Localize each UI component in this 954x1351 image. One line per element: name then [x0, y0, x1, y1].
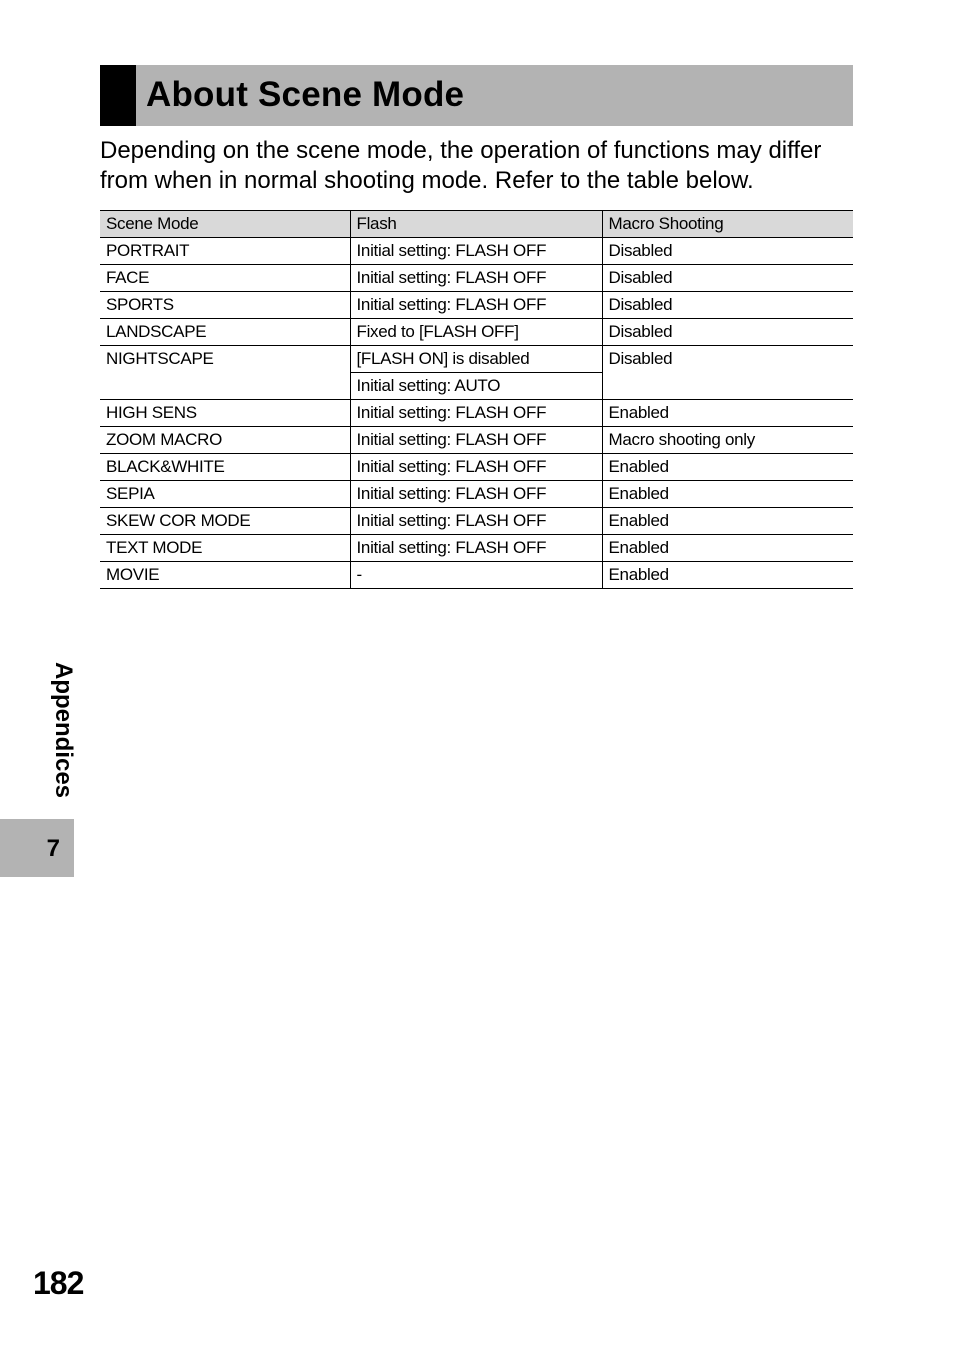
cell-macro: Disabled — [602, 265, 853, 292]
cell-macro: Disabled — [602, 238, 853, 265]
cell-flash: Initial setting: FLASH OFF — [350, 427, 602, 454]
cell-macro: Disabled — [602, 319, 853, 346]
table-row — [100, 346, 853, 373]
page-title: About Scene Mode — [146, 75, 465, 114]
intro-line-2: from when in normal shooting mode. Refer to the table below. — [100, 167, 754, 194]
cell-macro: Enabled — [602, 400, 853, 427]
section-title-bar — [100, 65, 853, 126]
cell-flash: Fixed to [FLASH OFF] — [350, 319, 602, 346]
chapter-name: Appendices — [50, 662, 77, 799]
cell-flash: Initial setting: FLASH OFF — [350, 508, 602, 535]
cell-scene-mode: TEXT MODE — [100, 535, 350, 562]
cell-flash: Initial setting: FLASH OFF — [350, 292, 602, 319]
cell-macro: Enabled — [602, 454, 853, 481]
cell-flash: [FLASH ON] is disabled — [350, 346, 602, 373]
cell-scene-mode: PORTRAIT — [100, 238, 350, 265]
chapter-number-tab — [0, 819, 74, 877]
cell-scene-mode: BLACK&WHITE — [100, 454, 350, 481]
chapter-number: 7 — [46, 835, 60, 862]
cell-scene-mode: SKEW COR MODE — [100, 508, 350, 535]
scene-mode-table — [100, 210, 853, 589]
cell-flash-secondary: Initial setting: AUTO — [350, 373, 602, 400]
table-row — [100, 562, 853, 589]
cell-macro: Enabled — [602, 562, 853, 589]
cell-scene-mode: SPORTS — [100, 292, 350, 319]
title-marker-block — [100, 65, 136, 126]
table-row — [100, 265, 853, 292]
table-row — [100, 292, 853, 319]
header-flash: Flash — [350, 211, 602, 238]
header-macro-shooting: Macro Shooting — [602, 211, 853, 238]
cell-macro: Disabled — [602, 292, 853, 319]
cell-macro: Enabled — [602, 508, 853, 535]
table-row — [100, 454, 853, 481]
cell-flash: Initial setting: FLASH OFF — [350, 454, 602, 481]
cell-scene-mode: MOVIE — [100, 562, 350, 589]
table-header-row — [100, 211, 853, 238]
cell-scene-mode: FACE — [100, 265, 350, 292]
page-number: 182 — [33, 1265, 84, 1301]
intro-line-1: Depending on the scene mode, the operation of functions may differ — [100, 137, 822, 164]
cell-macro: Disabled — [602, 346, 853, 400]
table-row — [100, 319, 853, 346]
cell-flash: Initial setting: FLASH OFF — [350, 481, 602, 508]
cell-flash: Initial setting: FLASH OFF — [350, 238, 602, 265]
header-scene-mode: Scene Mode — [100, 211, 350, 238]
cell-scene-mode: ZOOM MACRO — [100, 427, 350, 454]
cell-flash: - — [350, 562, 602, 589]
table-row — [100, 238, 853, 265]
cell-scene-mode: SEPIA — [100, 481, 350, 508]
table-row — [100, 400, 853, 427]
cell-scene-mode: HIGH SENS — [100, 400, 350, 427]
cell-scene-mode: LANDSCAPE — [100, 319, 350, 346]
cell-flash: Initial setting: FLASH OFF — [350, 535, 602, 562]
cell-macro: Macro shooting only — [602, 427, 853, 454]
cell-macro: Enabled — [602, 481, 853, 508]
cell-flash: Initial setting: FLASH OFF — [350, 265, 602, 292]
table-row — [100, 427, 853, 454]
table-row — [100, 535, 853, 562]
cell-macro: Enabled — [602, 535, 853, 562]
chapter-side-label — [33, 662, 77, 812]
cell-scene-mode: NIGHTSCAPE — [100, 346, 350, 400]
intro-paragraph — [100, 136, 860, 196]
table-row — [100, 508, 853, 535]
cell-flash: Initial setting: FLASH OFF — [350, 400, 602, 427]
table-row — [100, 481, 853, 508]
